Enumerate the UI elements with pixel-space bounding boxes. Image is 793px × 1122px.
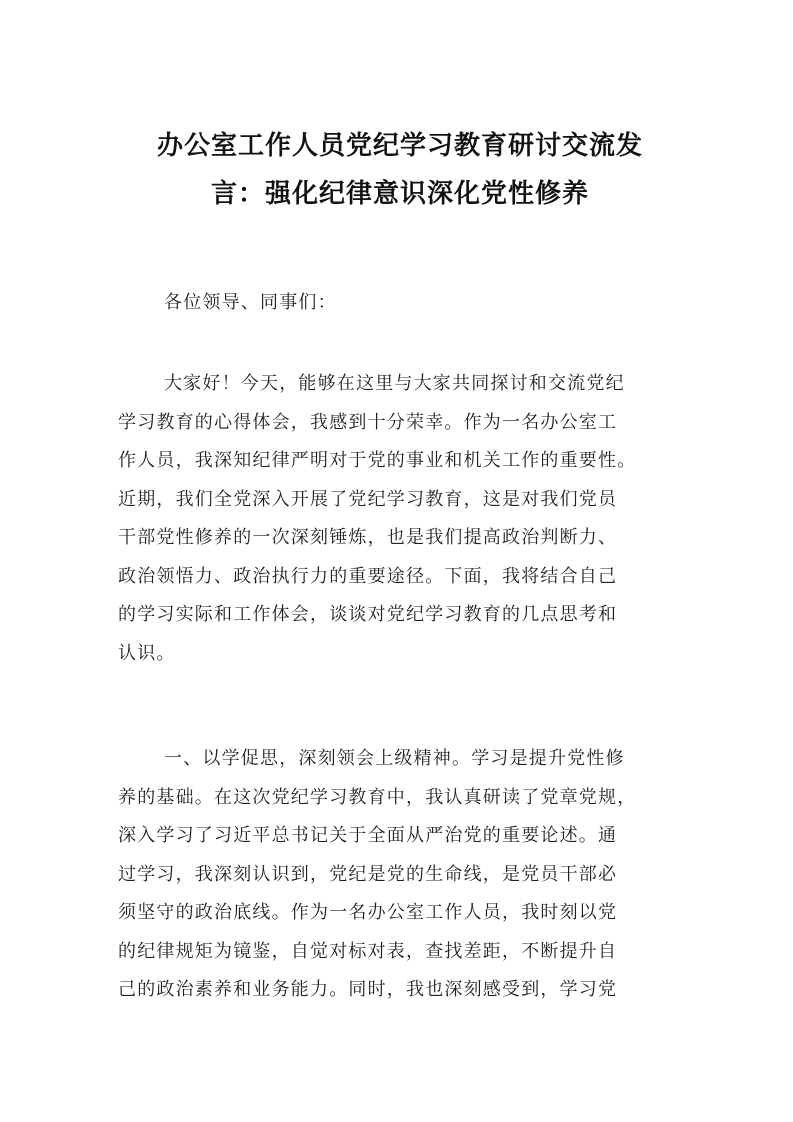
paragraph-line: 大家好！今天，能够在这里与大家共同探讨和交流党纪: [164, 373, 625, 394]
paragraph-line: 的学习实际和工作体会，谈谈对党纪学习教育的几点思考和: [118, 604, 618, 625]
paragraph-line: 过学习，我深刻认识到，党纪是党的生命线，是党员干部必: [118, 863, 618, 885]
paragraph-line: 深入学习了习近平总书记关于全面从严治党的重要论述。通: [118, 825, 618, 846]
document-title-line-2: 言：强化纪律意识深化党性修养: [210, 179, 589, 209]
paragraph-line: 作人员，我深知纪律严明对于党的事业和机关工作的重要性。: [118, 450, 637, 471]
paragraph-line: 认识。: [118, 642, 176, 664]
paragraph-line: 干部党性修养的一次深刻锤炼，也是我们提高政治判断力、: [118, 527, 618, 548]
paragraph-line: 近期，我们全党深入开展了党纪学习教育，这是对我们党员: [118, 488, 618, 510]
paragraph-line: 养的基础。在这次党纪学习教育中，我认真研读了党章党规，: [118, 786, 637, 808]
document-title-line-1: 办公室工作人员党纪学习教育研讨交流发: [156, 131, 643, 161]
paragraph-line: 政治领悟力、政治执行力的重要途径。下面，我将结合自己: [118, 565, 618, 587]
paragraph-line: 一、以学促思，深刻领会上级精神。学习是提升党性修: [164, 748, 625, 769]
section-1-paragraph: [118, 740, 678, 1010]
paragraph-line: 须坚守的政治底线。作为一名办公室工作人员，我时刻以党: [118, 902, 618, 923]
paragraph-line: 的纪律规矩为镜鉴，自觉对标对表，查找差距，不断提升自: [118, 940, 618, 962]
paragraph-line: 己的政治素养和业务能力。同时，我也深刻感受到，学习党: [118, 979, 618, 1000]
intro-paragraph: [118, 365, 678, 673]
greeting-paragraph: [118, 284, 678, 323]
paragraph-line: 学习教育的心得体会，我感到十分荣幸。作为一名办公室工: [118, 411, 618, 433]
greeting-text: 各位领导、同事们：: [164, 292, 337, 313]
